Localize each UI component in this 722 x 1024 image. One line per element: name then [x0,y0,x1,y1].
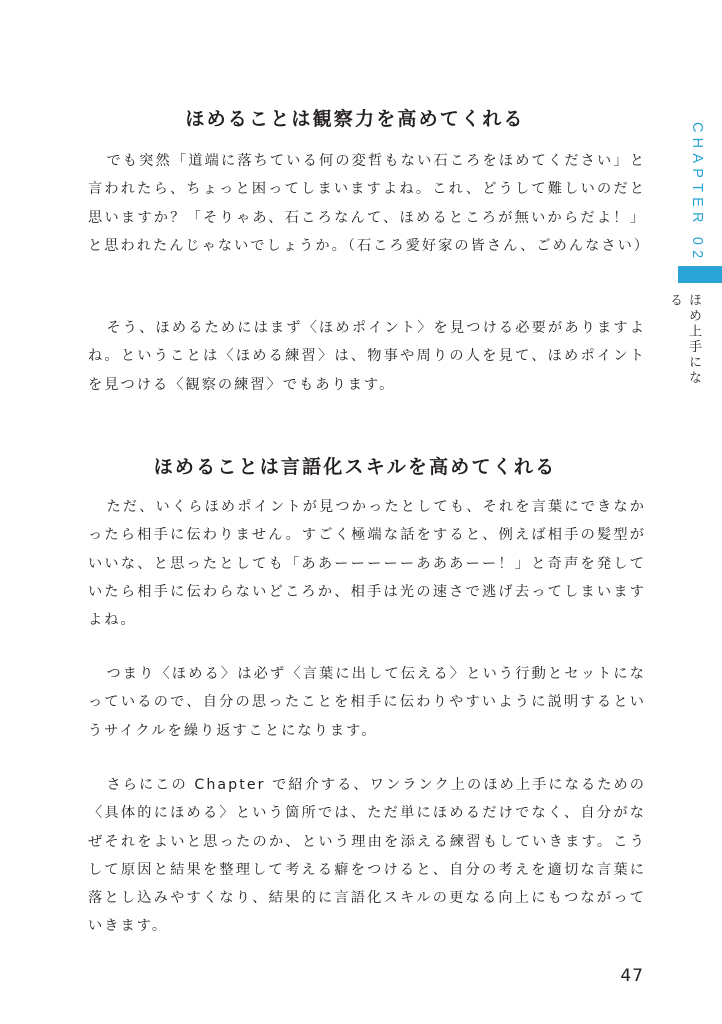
section-title-observation: ほめることは観察力を高めてくれる [185,108,525,130]
body-paragraph: でも突然「道端に落ちている何の変哲もない石ころをほめてください」と言われたら、ちょっと困ってしまいますよね。これ、どうして難しいのだと思いますか？「そりゃあ、石ころなんて、ほめるところが無いからだよ！」と思われたんじゃないでしょうか。（石ころ愛好家の皆さん、ごめんなさい） [88,153,651,254]
page-number: 47 [620,966,644,986]
body-paragraph: ただ、いくらほめポイントが見つかったとしても、それを言葉にできなかったら相手に伝わりません。すごく極端な話をすると、例えば相手の髪型がいいな、と思ったとしても「ああーーーーーあああーー！」と奇声を発していたら相手に伝わらないどころか、相手は光の速さで逃げ去ってしまいますよね。 [88,499,646,629]
body-paragraph: つまり〈ほめる〉は必ず〈言葉に出して伝える〉という行動とセットになっているので、自分の思ったことを相手に伝わりやすいように説明するというサイクルを繰り返すことになります。 [88,666,646,739]
chapter-label: CHAPTER 02 [689,122,705,264]
chapter-subtitle: ほめ上手になる [667,293,701,386]
body-paragraph: そう、ほめるためにはまず〈ほめポイント〉を見つける必要がありますよね。ということは〈ほめる練習〉は、物事や周りの人を見て、ほめポイントを見つける〈観察の練習〉でもあります。 [88,320,646,393]
chapter-accent-bar [678,266,722,283]
body-paragraph: さらにこの Chapter で紹介する、ワンランク上のほめ上手になるための〈具体的にほめる〉という箇所では、ただ単にほめるだけでなく、自分がなぜそれをよいと思ったのか、という理由を添える練習もしていきます。こうして原因と結果を整理して考える癖をつけると、自分の考えを適切な言葉に落とし込みやすくなり、結果的に言語化スキルの更なる向上にもつながっていきます。 [88,777,646,935]
section-title-verbalization: ほめることは言語化スキルを高めてくれる [153,456,557,478]
